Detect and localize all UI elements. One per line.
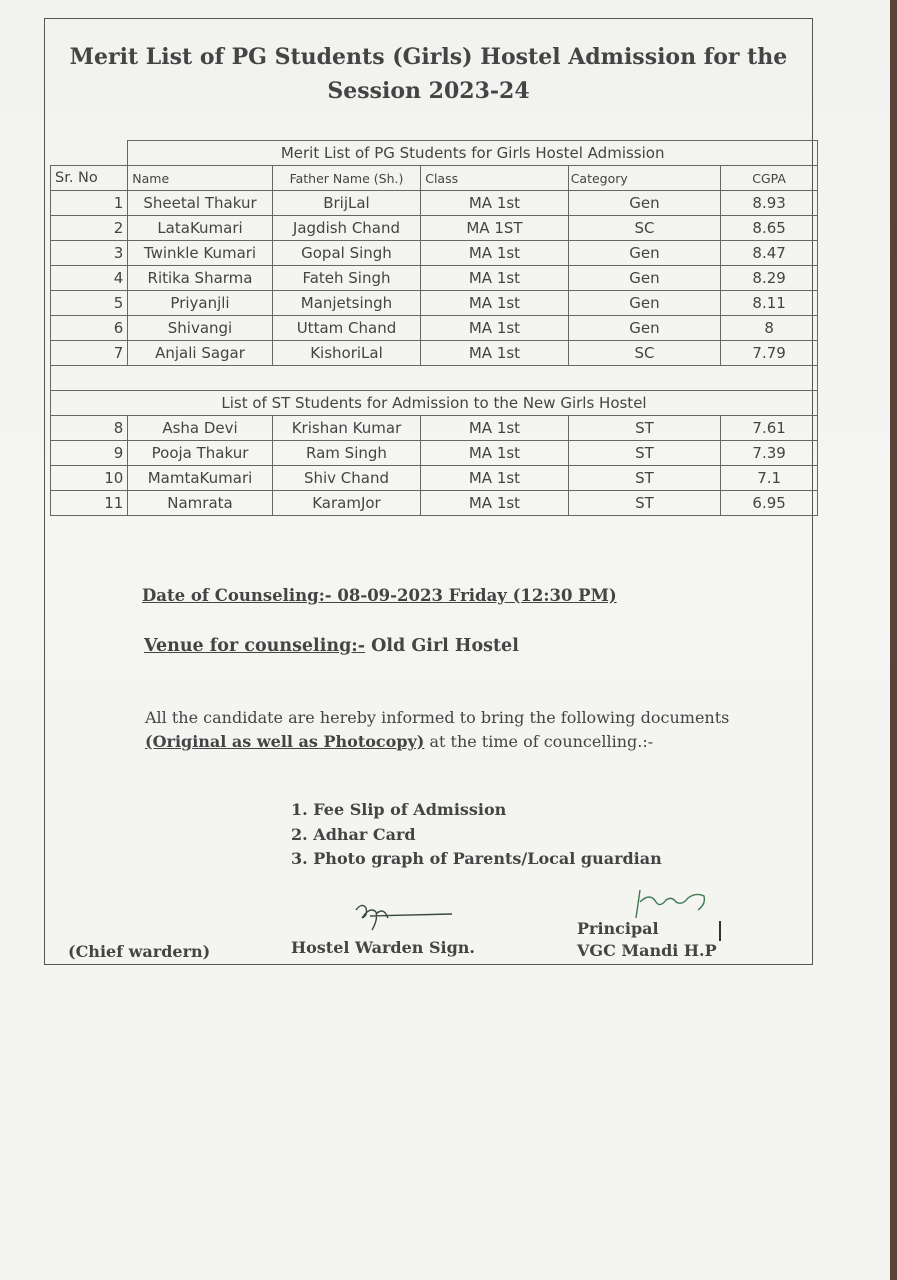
document-item: 2. Adhar Card [291, 824, 416, 844]
title-line-2: Session 2023-24 [327, 78, 530, 104]
cell-name: MamtaKumari [128, 466, 272, 491]
cell-father-name: KishoriLal [272, 341, 421, 366]
cell-category: SC [568, 341, 721, 366]
cell-class: MA 1st [421, 441, 568, 466]
principal-signature-scribble [626, 882, 716, 922]
counseling-venue [144, 636, 519, 656]
section1-title-row [51, 141, 818, 166]
cell-sr-no: 2 [51, 216, 128, 241]
cell-father-name: Manjetsingh [272, 291, 421, 316]
cell-father-name: Fateh Singh [272, 266, 421, 291]
header-cgpa: CGPA [721, 166, 818, 191]
cell-sr-no: 6 [51, 316, 128, 341]
cell-category: Gen [568, 241, 721, 266]
cell-father-name: Shiv Chand [272, 466, 421, 491]
cell-father-name: Jagdish Chand [272, 216, 421, 241]
cell-cgpa: 8.47 [721, 241, 818, 266]
cell-sr-no: 7 [51, 341, 128, 366]
table-row [51, 441, 818, 466]
cell-cgpa: 7.39 [721, 441, 818, 466]
cell-cgpa: 7.61 [721, 416, 818, 441]
merit-table [50, 140, 818, 516]
cell-father-name: KaramJor [272, 491, 421, 516]
table-row [51, 491, 818, 516]
cell-father-name: Uttam Chand [272, 316, 421, 341]
cell-cgpa: 8.93 [721, 191, 818, 216]
cell-sr-no: 9 [51, 441, 128, 466]
table-row [51, 241, 818, 266]
cell-father-name: BrijLal [272, 191, 421, 216]
cell-category: Gen [568, 316, 721, 341]
cell-sr-no: 10 [51, 466, 128, 491]
table-row [51, 191, 818, 216]
college-label: VGC Mandi H.P [577, 941, 717, 960]
cell-name: Shivangi [128, 316, 272, 341]
chief-warden-label: (Chief wardern) [68, 942, 211, 961]
signature-mark [719, 921, 721, 941]
table-row [51, 466, 818, 491]
cell-sr-no: 1 [51, 191, 128, 216]
section2-title-row [51, 391, 818, 416]
header-sr-no: Sr. No [51, 166, 128, 191]
document-item: 3. Photo graph of Parents/Local guardian [291, 849, 662, 868]
cell-cgpa: 7.1 [721, 466, 818, 491]
cell-class: MA 1st [421, 266, 568, 291]
cell-name: Anjali Sagar [128, 341, 272, 366]
cell-cgpa: 6.95 [721, 491, 818, 516]
principal-label: Principal [577, 919, 659, 938]
table-row [51, 291, 818, 316]
header-class: Class [421, 166, 568, 191]
table-header-row [51, 166, 818, 191]
venue-label: Venue for counseling:- [144, 636, 366, 656]
cell-sr-no: 8 [51, 416, 128, 441]
cell-category: ST [568, 441, 721, 466]
hostel-warden-label: Hostel Warden Sign. [291, 938, 475, 957]
cell-name: Twinkle Kumari [128, 241, 272, 266]
cell-class: MA 1st [421, 241, 568, 266]
venue-value: Old Girl Hostel [365, 636, 519, 656]
notice-line-2 [145, 730, 813, 754]
cell-name: Pooja Thakur [128, 441, 272, 466]
cell-sr-no: 4 [51, 266, 128, 291]
cell-father-name: Ram Singh [272, 441, 421, 466]
cell-category: ST [568, 416, 721, 441]
cell-name: Namrata [128, 491, 272, 516]
blank-row [51, 366, 818, 391]
header-category: Category [568, 166, 721, 191]
cell-father-name: Krishan Kumar [272, 416, 421, 441]
cell-class: MA 1st [421, 341, 568, 366]
cell-class: MA 1st [421, 316, 568, 341]
table-row [51, 341, 818, 366]
cell-class: MA 1st [421, 491, 568, 516]
cell-father-name: Gopal Singh [272, 241, 421, 266]
cell-class: MA 1st [421, 416, 568, 441]
cell-name: Priyanjli [128, 291, 272, 316]
cell-category: SC [568, 216, 721, 241]
section2-title: List of ST Students for Admission to the New Girls Hostel [51, 391, 818, 416]
cell-sr-no: 3 [51, 241, 128, 266]
cell-category: Gen [568, 291, 721, 316]
cell-name: Asha Devi [128, 416, 272, 441]
cell-class: MA 1st [421, 291, 568, 316]
table-row [51, 316, 818, 341]
cell-name: Sheetal Thakur [128, 191, 272, 216]
table-row [51, 416, 818, 441]
cell-cgpa: 8 [721, 316, 818, 341]
notice-line-2-rest: at the time of councelling.:- [424, 732, 654, 751]
header-name: Name [128, 166, 272, 191]
cell-cgpa: 8.11 [721, 291, 818, 316]
cell-name: LataKumari [128, 216, 272, 241]
cell-category: ST [568, 491, 721, 516]
documents-list [291, 798, 662, 872]
cell-class: MA 1st [421, 466, 568, 491]
cell-sr-no: 5 [51, 291, 128, 316]
warden-signature-scribble [348, 896, 458, 936]
header-father-name: Father Name (Sh.) [272, 166, 421, 191]
cell-name: Ritika Sharma [128, 266, 272, 291]
notice-line-1: All the candidate are hereby informed to bring the following documents [145, 708, 730, 727]
table-row [51, 216, 818, 241]
document-title [44, 40, 813, 108]
title-line-1: Merit List of PG Students (Girls) Hostel Admission for the [69, 44, 788, 70]
counseling-date: Date of Counseling:- 08-09-2023 Friday (12:30 PM) [142, 586, 617, 605]
cell-category: Gen [568, 266, 721, 291]
cell-cgpa: 8.65 [721, 216, 818, 241]
notice-emphasis: (Original as well as Photocopy) [145, 732, 425, 751]
cell-sr-no: 11 [51, 491, 128, 516]
cell-cgpa: 8.29 [721, 266, 818, 291]
cell-category: Gen [568, 191, 721, 216]
table-row [51, 266, 818, 291]
blank-cell [51, 366, 818, 391]
cell-cgpa: 7.79 [721, 341, 818, 366]
document-item: 1. Fee Slip of Admission [291, 800, 507, 819]
cell-class: MA 1ST [421, 216, 568, 241]
principal-block [577, 918, 717, 962]
documents-notice [145, 706, 813, 754]
cell-class: MA 1st [421, 191, 568, 216]
merit-table-wrapper [50, 140, 818, 516]
section1-title: Merit List of PG Students for Girls Hostel Admission [128, 141, 818, 166]
cell-category: ST [568, 466, 721, 491]
